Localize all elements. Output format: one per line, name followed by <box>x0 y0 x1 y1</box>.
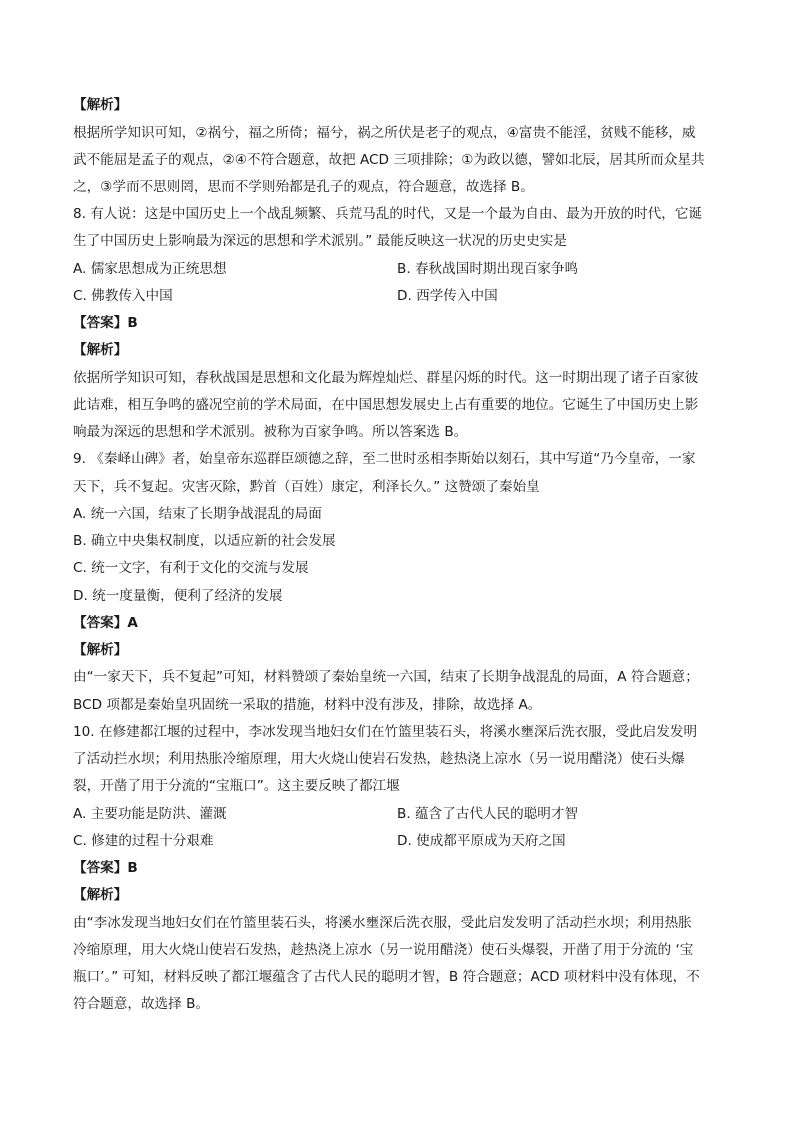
analysis-text-line: 由“一家天下，兵不复起”可知，材料赞颂了秦始皇统一六国，结束了长期争战混乱的局面，A 符合题意； <box>73 669 699 685</box>
option-b: B. 蕴含了古代人民的聪明才智 <box>397 806 579 822</box>
analysis-text-line: 之，③学而不思则罔，思而不学则殆都是孔子的观点，符合题意，故选择 B。 <box>73 179 534 195</box>
option-d: D. 西学传入中国 <box>397 288 498 304</box>
analysis-text-line: 冷缩原理，用大火烧山使岩石发热，趁热浇上凉水（另一说用醋浇）使石头爆裂，开凿了用于分流的 ‘宝 <box>73 942 694 958</box>
option-a: A. 主要功能是防洪、灌溉 <box>73 806 227 822</box>
question-stem-line: 生了中国历史上影响最为深远的思想和学术派别。” 最能反映这一状况的历史史实是 <box>73 233 567 249</box>
option-c: C. 统一文字，有利于文化的交流与发展 <box>73 560 309 576</box>
option-b: B. 确立中央集权制度，以适应新的社会发展 <box>73 533 336 549</box>
option-d: D. 统一度量衡，便利了经济的发展 <box>73 588 283 604</box>
analysis-label: 【解析】 <box>73 97 128 113</box>
answer-label: 【答案】B <box>73 860 138 876</box>
option-a: A. 儒家思想成为正统思想 <box>73 261 227 277</box>
analysis-label: 【解析】 <box>73 642 128 658</box>
option-a: A. 统一六国，结束了长期争战混乱的局面 <box>73 506 322 522</box>
analysis-text-line: 武不能屈是孟子的观点，②④不符合题意，故把 ACD 三项排除；①为政以德，譬如北辰，居其所而众星共 <box>73 152 705 168</box>
analysis-text-line: 瓶口’。” 可知，材料反映了都江堰蕴含了古代人民的聪明才智，B 符合题意；ACD 项材料中没有体现，不 <box>73 969 700 985</box>
option-d: D. 使成都平原成为天府之国 <box>397 833 566 849</box>
option-b: B. 春秋战国时期出现百家争鸣 <box>397 261 579 277</box>
option-c: C. 佛教传入中国 <box>73 288 173 304</box>
analysis-text-line: 由“李冰发现当地妇女们在竹篮里装石头，将溪水壅深后洗衣服，受此启发发明了活动拦水坝；利用热胀 <box>73 915 692 931</box>
analysis-label: 【解析】 <box>73 342 128 358</box>
question-stem-line: 8. 有人说：这是中国历史上一个战乱频繁、兵荒马乱的时代，又是一个最为自由、最为开放的时代，它诞 <box>73 206 703 222</box>
analysis-text-line: 此诘难，相互争鸣的盛况空前的学术局面，在中国思想发展史上占有重要的地位。它诞生了中国历史上影 <box>73 397 699 413</box>
analysis-text-line: BCD 项都是秦始皇巩固统一采取的措施，材料中没有涉及，排除，故选择 A。 <box>73 697 542 713</box>
answer-label: 【答案】B <box>73 315 138 331</box>
question-stem-line: 了活动拦水坝；利用热胀冷缩原理，用大火烧山使岩石发热，趁热浇上凉水（另一说用醋浇）使石头爆 <box>73 751 685 767</box>
question-stem-line: 裂，开凿了用于分流的“宝瓶口”。这主要反映了都江堰 <box>73 778 400 794</box>
analysis-text-line: 符合题意，故选择 B。 <box>73 996 209 1012</box>
question-stem-line: 9. 《秦峄山碑》者，始皇帝东巡群臣颂德之辞，至二世时丞相李斯始以刻石，其中写道“乃今皇帝，一家 <box>73 451 696 467</box>
question-stem-line: 10. 在修建都江堰的过程中，李冰发现当地妇女们在竹篮里装石头，将溪水壅深后洗衣服，受此启发发明 <box>73 724 698 740</box>
question-stem-line: 天下，兵不复起。灾害灭除，黔首（百姓）康定，利泽长久。” 这赞颂了秦始皇 <box>73 479 540 495</box>
answer-label: 【答案】A <box>73 615 138 631</box>
analysis-text-line: 依据所学知识可知，春秋战国是思想和文化最为辉煌灿烂、群星闪烁的时代。这一时期出现了诸子百家彼 <box>73 370 699 386</box>
analysis-text-line: 根据所学知识可知，②祸兮，福之所倚；福兮，祸之所伏是老子的观点，④富贵不能淫，贫贱不能移，威 <box>73 125 696 141</box>
option-c: C. 修建的过程十分艰难 <box>73 833 214 849</box>
analysis-text-line: 响最为深远的思想和学术派别。被称为百家争鸣。所以答案选 B。 <box>73 424 468 440</box>
analysis-label: 【解析】 <box>73 887 128 903</box>
